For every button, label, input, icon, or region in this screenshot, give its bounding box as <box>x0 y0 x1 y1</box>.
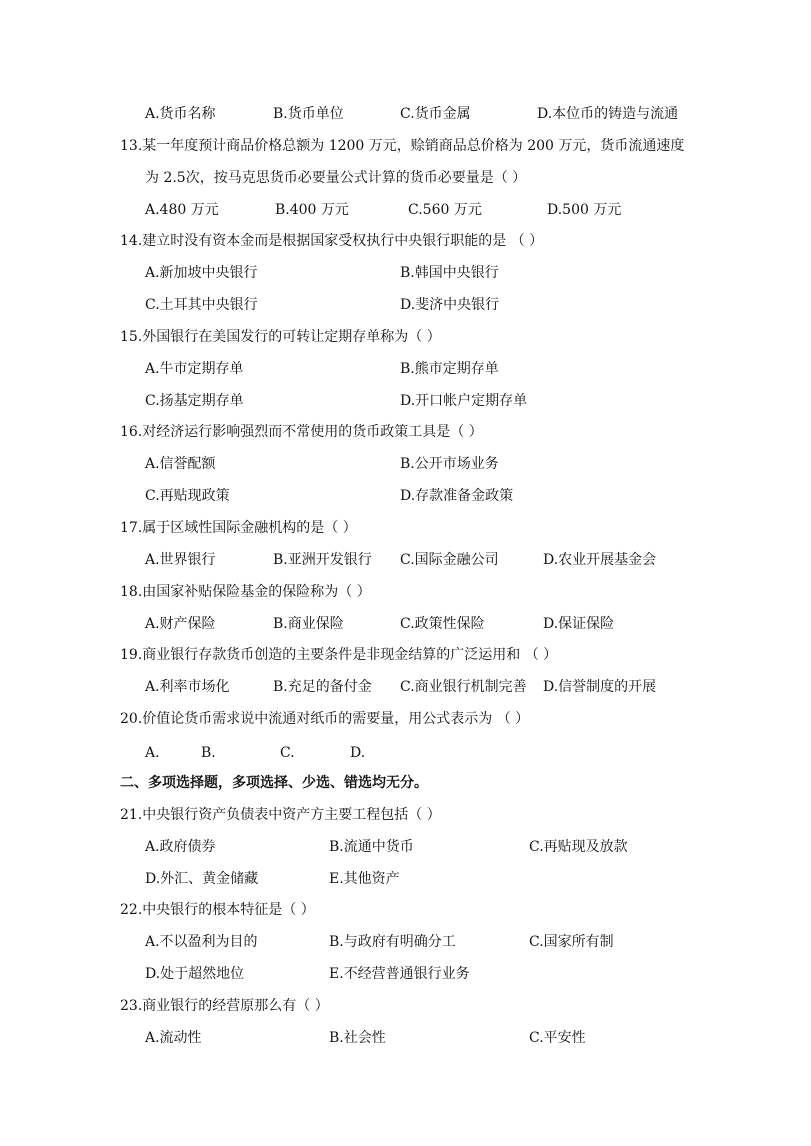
option-d: D.500 万元 <box>547 202 622 218</box>
option-c: C.国家所有制 <box>529 934 614 950</box>
option-b: B.公开市场业务 <box>400 456 499 472</box>
option-c: C.560 万元 <box>408 202 482 218</box>
option-d: D.保证保险 <box>543 616 615 632</box>
option-a: A.货币名称 <box>145 106 216 122</box>
option-b: B.熊市定期存单 <box>400 361 499 377</box>
option-b: B.商业保险 <box>273 616 344 632</box>
option-c: C.货币金属 <box>400 106 471 122</box>
option-c: C.扬基定期存单 <box>145 393 244 409</box>
option-a: A.政府债券 <box>145 839 216 855</box>
question-14-text: 14.建立时没有资本金而是根据国家受权执行中央银行职能的是 （ ） <box>120 233 544 249</box>
option-a: A.流动性 <box>145 1030 202 1046</box>
question-18-text: 18.由国家补贴保险基金的保险称为（ ） <box>120 584 371 600</box>
option-b: B.社会性 <box>329 1030 386 1046</box>
option-d: D.农业开展基金会 <box>543 552 657 568</box>
option-a: A.财产保险 <box>145 616 216 632</box>
option-b: B.与政府有明确分工 <box>329 934 456 950</box>
option-c: C.商业银行机制完善 <box>400 679 527 695</box>
option-c: C. <box>280 745 295 761</box>
question-20-text: 20.价值论货币需求说中流通对纸币的需要量，用公式表示为 （ ） <box>120 711 530 727</box>
question-19-text: 19.商业银行存款货币创造的主要条件是非现金结算的广泛运用和 （ ） <box>120 647 558 663</box>
option-d: D.信誉制度的开展 <box>543 679 657 695</box>
option-d: D.外汇、黄金储藏 <box>145 871 259 887</box>
question-22-text: 22.中央银行的根本特征是（ ） <box>120 902 315 918</box>
option-d: D.斐济中央银行 <box>400 297 500 313</box>
option-d: D.开口帐户定期存单 <box>400 393 528 409</box>
question-13-text-line1: 13.某一年度预计商品价格总额为 1200 万元，赊销商品总价格为 200 万元，货币流通速度 <box>120 138 685 154</box>
option-c: C.再贴现政策 <box>145 488 230 504</box>
option-b: B.400 万元 <box>275 202 349 218</box>
option-a: A.不以盈利为目的 <box>145 934 258 950</box>
question-23-text: 23.商业银行的经营原那么有（ ） <box>120 998 329 1014</box>
question-13-text-line2: 为 2.5次，按马克思货币必要量公式计算的货币必要量是（ ） <box>145 170 527 186</box>
option-b: B.韩国中央银行 <box>400 265 499 281</box>
option-d: D.本位币的铸造与流通 <box>537 106 679 122</box>
question-17-text: 17.属于区域性国际金融机构的是（ ） <box>120 520 357 536</box>
option-d: D. <box>350 745 366 761</box>
option-c: C.平安性 <box>529 1030 586 1046</box>
option-a: A.利率市场化 <box>145 679 230 695</box>
option-b: B.货币单位 <box>273 106 344 122</box>
option-a: A. <box>145 745 160 761</box>
option-c: C.国际金融公司 <box>400 552 499 568</box>
option-c: C.政策性保险 <box>400 616 485 632</box>
option-d: D.处于超然地位 <box>145 966 245 982</box>
section-heading: 二、多项选择题，多项选择、少选、错选均无分。 <box>120 775 428 791</box>
option-b: B.亚洲开发银行 <box>273 552 372 568</box>
question-21-text: 21.中央银行资产负债表中资产方主要工程包括（ ） <box>120 807 441 823</box>
option-e: E.其他资产 <box>329 871 400 887</box>
option-a: A.牛市定期存单 <box>145 361 244 377</box>
option-b: B.充足的备付金 <box>273 679 372 695</box>
question-15-text: 15.外国银行在美国发行的可转让定期存单称为（ ） <box>120 329 441 345</box>
option-d: D.存款准备金政策 <box>400 488 514 504</box>
question-16-text: 16.对经济运行影响强烈而不常使用的货币政策工具是（ ） <box>120 424 483 440</box>
option-a: A.新加坡中央银行 <box>145 265 258 281</box>
option-c: C.土耳其中央银行 <box>145 297 258 313</box>
option-a: A.信誉配额 <box>145 456 216 472</box>
option-b: B.流通中货币 <box>329 839 414 855</box>
option-c: C.再贴现及放款 <box>529 839 628 855</box>
option-a: A.世界银行 <box>145 552 216 568</box>
option-b: B. <box>201 745 216 761</box>
option-a: A.480 万元 <box>145 202 219 218</box>
option-e: E.不经营普通银行业务 <box>329 966 470 982</box>
